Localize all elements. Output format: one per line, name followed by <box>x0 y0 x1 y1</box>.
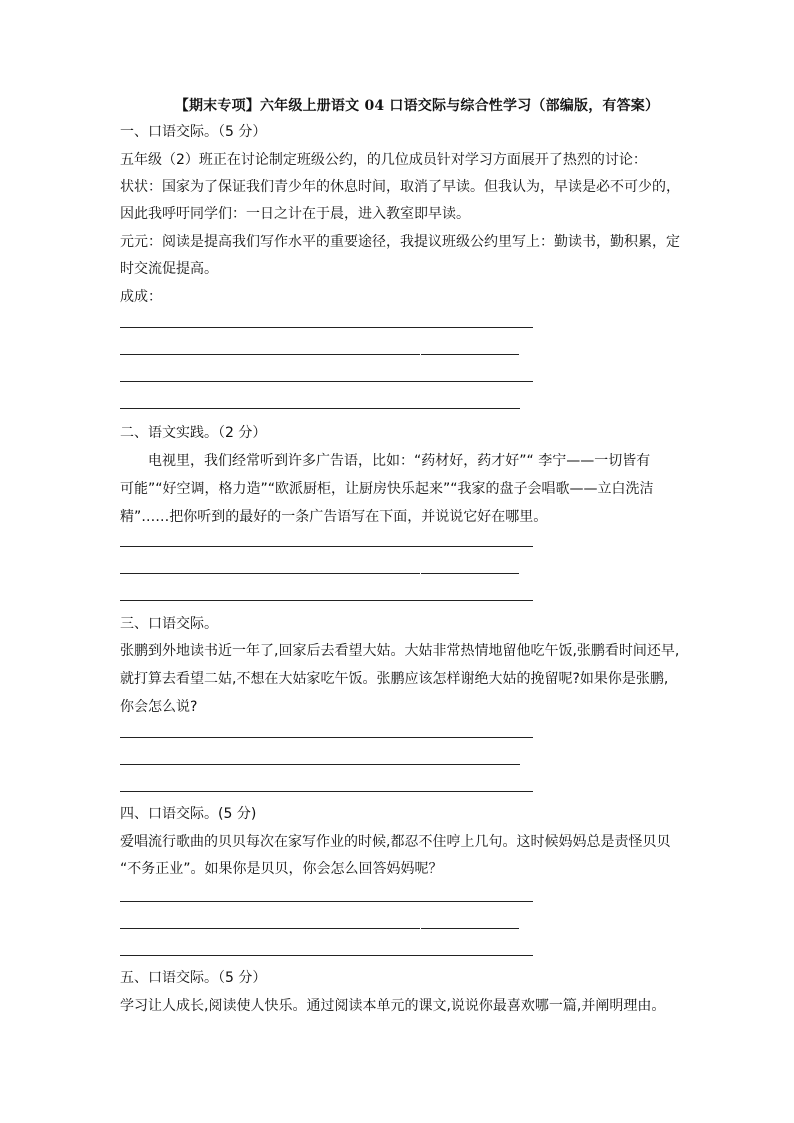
section-1-line-1: 五年级（2）班正在讨论制定班级公约，的几位成员针对学习方面展开了热烈的讨论： <box>120 152 647 168</box>
section-3-line-1: 张鹏到外地读书近一年了,回家后去看望大姑。大姑非常热情地留他吃午饭,张鹏看时间还早, <box>120 643 680 659</box>
answer-line[interactable] <box>120 573 420 574</box>
answer-line[interactable] <box>120 737 533 738</box>
answer-line[interactable] <box>120 955 533 956</box>
section-4-line-1: 爱唱流行歌曲的贝贝每次在家写作业的时候,都忍不住哼上几句。这时候妈妈总是责怪贝贝 <box>120 834 671 850</box>
answer-line[interactable] <box>120 354 420 355</box>
answer-line[interactable] <box>421 928 519 929</box>
answer-line[interactable] <box>120 764 520 765</box>
section-3-line-3: 你会怎么说? <box>120 699 198 715</box>
answer-line[interactable] <box>120 408 520 409</box>
section-1-line-5: 时交流促提高。 <box>120 261 218 277</box>
answer-line[interactable] <box>120 546 533 547</box>
section-2-heading: 二、语文实践。（2 分） <box>120 425 267 441</box>
answer-line[interactable] <box>120 901 533 902</box>
section-1-line-6: 成成： <box>120 289 162 305</box>
section-1-heading: 一、口语交际。（5 分） <box>120 124 267 140</box>
answer-line[interactable] <box>421 354 519 355</box>
page-title: 【期末专项】六年级上册语文 04 口语交际与综合性学习（部编版，有答案） <box>174 98 660 114</box>
section-1-line-4: 元元：阅读是提高我们写作水平的重要途径，我提议班级公约里写上：勤读书，勤积累，定 <box>120 234 680 250</box>
answer-line[interactable] <box>120 600 533 601</box>
section-3-heading: 三、口语交际。 <box>120 616 218 632</box>
answer-line[interactable] <box>120 327 533 328</box>
section-5-line-1: 学习让人成长,阅读使人快乐。通过阅读本单元的课文,说说你最喜欢哪一篇,并阐明理由。 <box>120 998 666 1014</box>
section-2-line-3: 精”……把你听到的最好的一条广告语写在下面，并说说它好在哪里。 <box>120 509 548 525</box>
section-1-line-2: 状状：国家为了保证我们青少年的休息时间，取消了早读。但我认为，早读是必不可少的， <box>120 179 680 195</box>
answer-line[interactable] <box>421 573 519 574</box>
section-4-line-2: “不务正业”。如果你是贝贝，你会怎么回答妈妈呢？ <box>120 861 443 877</box>
section-5-heading: 五、口语交际。（5 分） <box>120 970 267 986</box>
section-4-heading: 四、口语交际。(5 分) <box>120 806 257 822</box>
section-3-line-2: 就打算去看望二姑,不想在大姑家吃午饭。张鹏应该怎样谢绝大姑的挽留呢?如果你是张鹏, <box>120 671 669 687</box>
section-2-line-2: 可能”“好空调，格力造”“欧派厨柜，让厨房快乐起来”“我家的盘子会唱歌——立白洗洁 <box>120 481 654 497</box>
section-2-line-1: 电视里，我们经常听到许多广告语，比如：“药材好，药才好”“ 李宁——一切皆有 <box>148 453 651 469</box>
answer-line[interactable] <box>120 928 420 929</box>
answer-line[interactable] <box>120 791 533 792</box>
section-1-line-3: 因此我呼吁同学们：一日之计在于晨，进入教室即早读。 <box>120 206 470 222</box>
answer-line[interactable] <box>120 381 533 382</box>
